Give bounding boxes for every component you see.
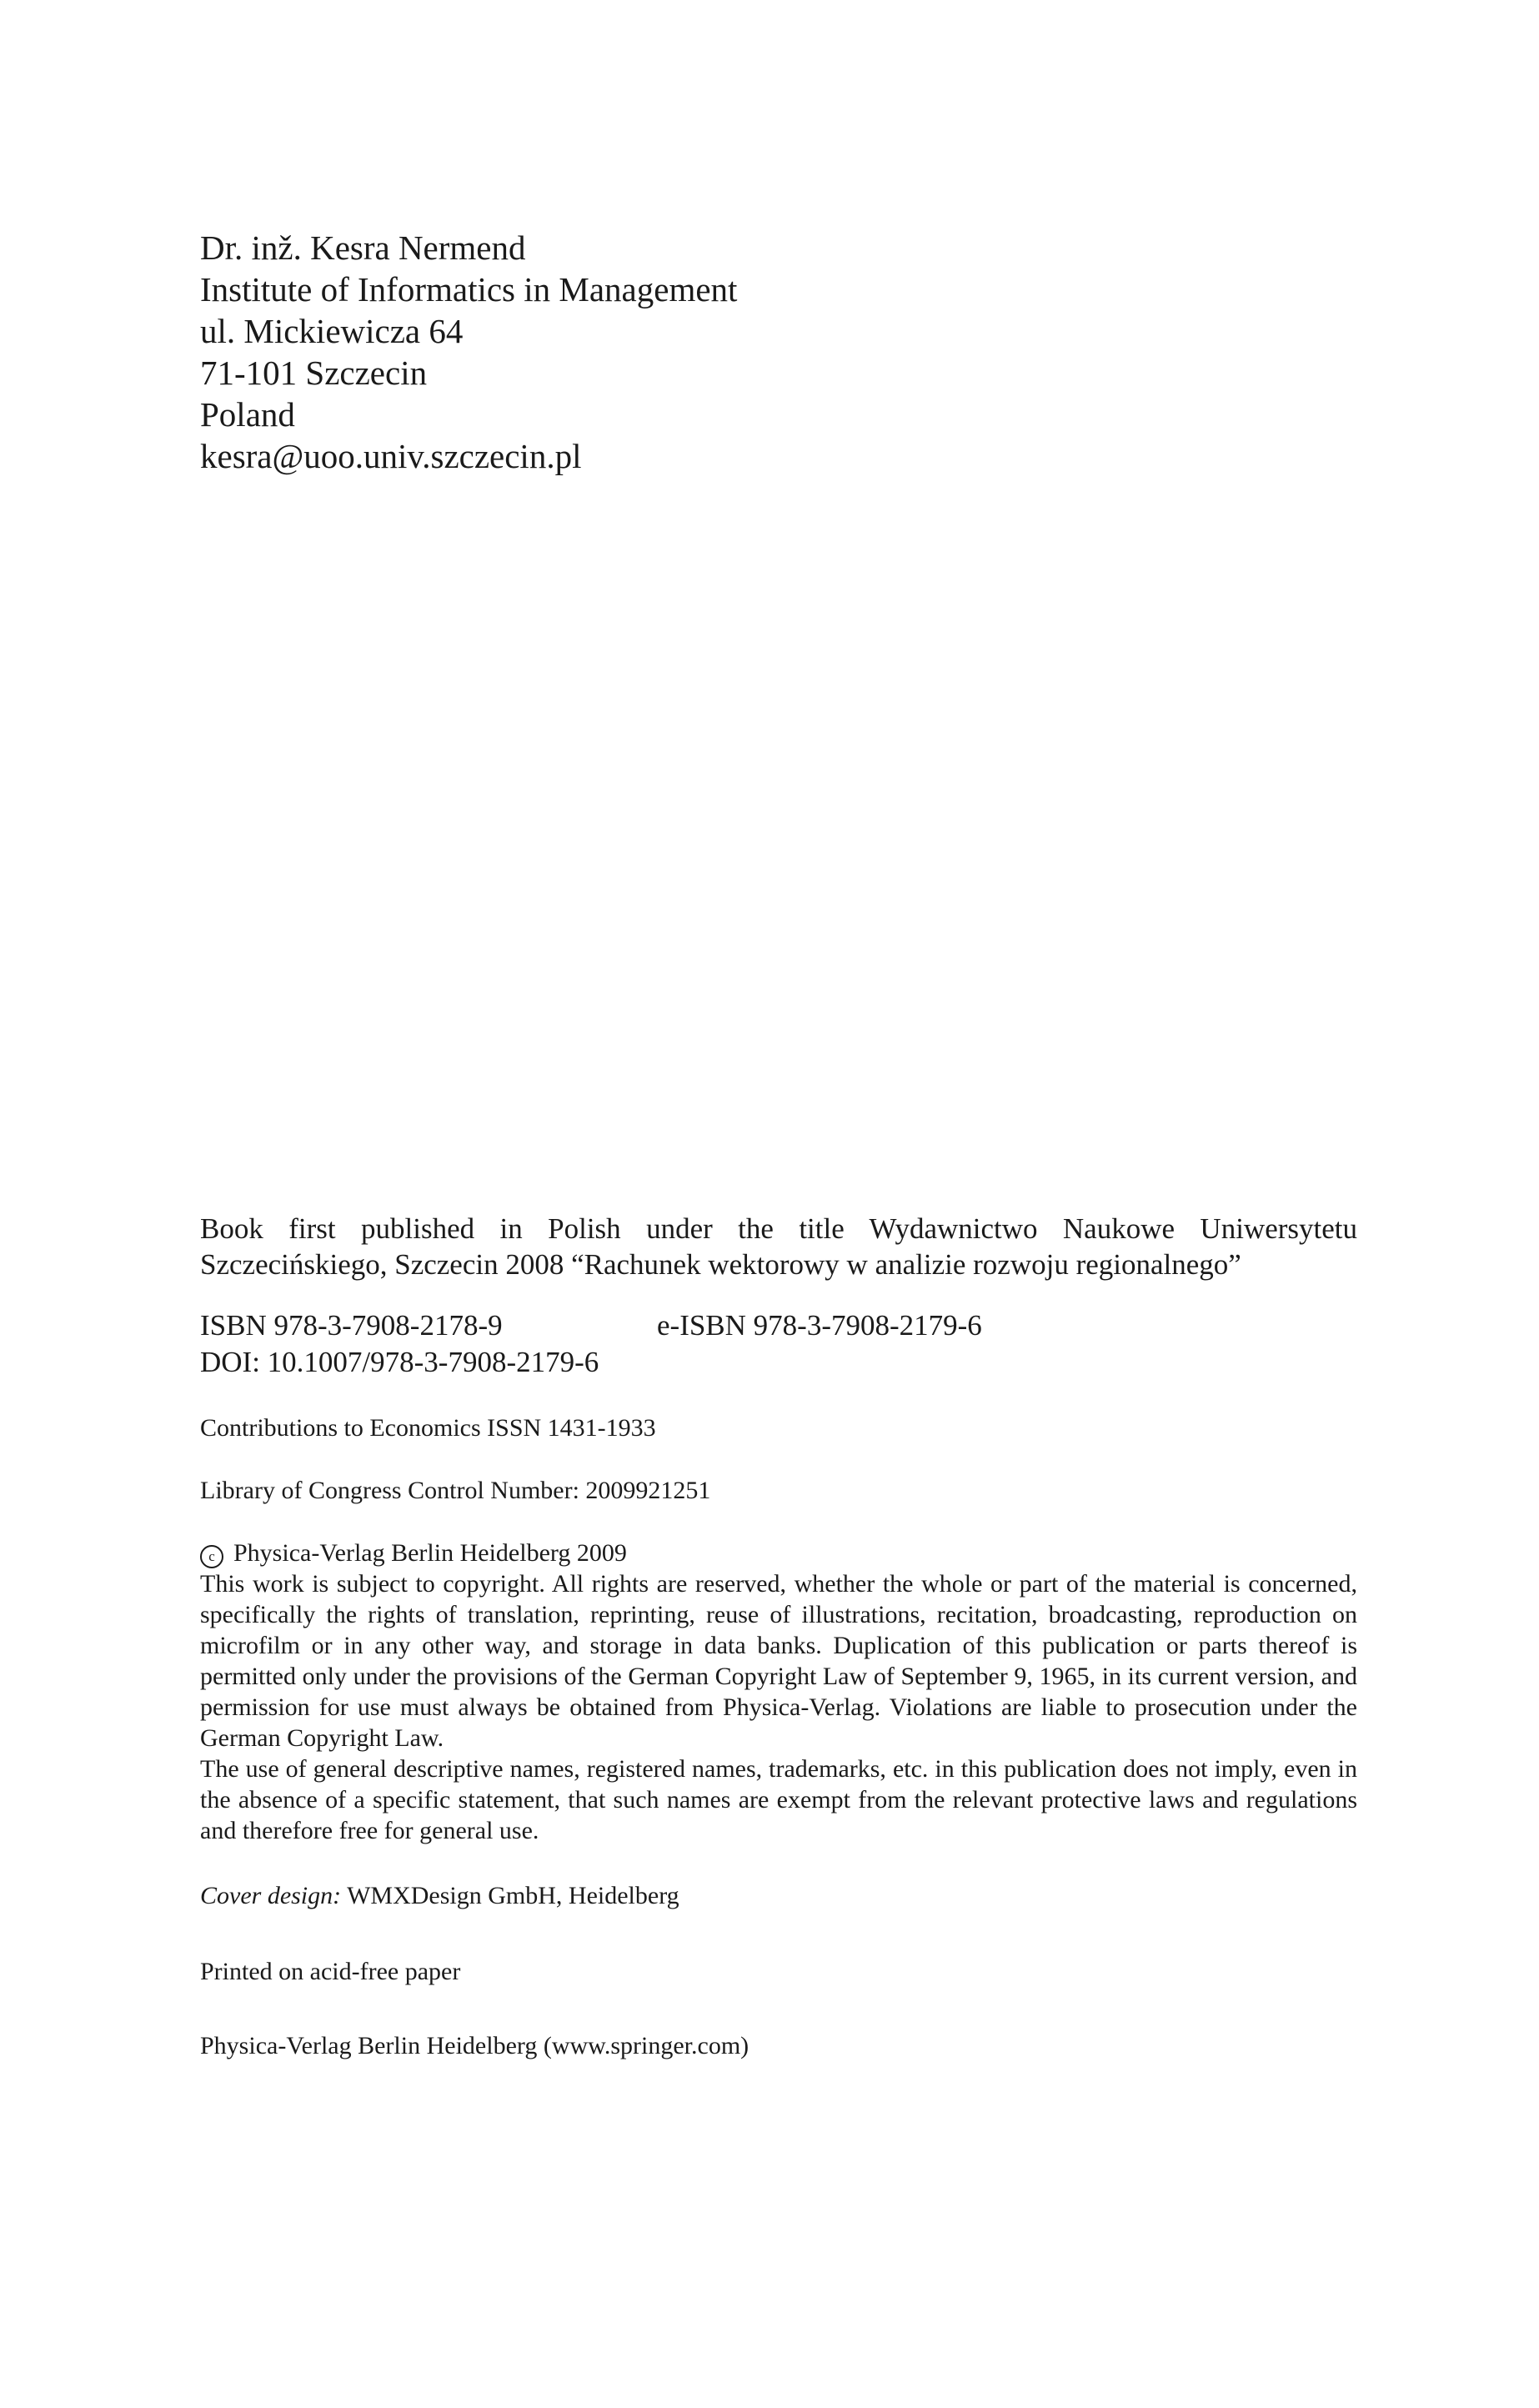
cover-design xyxy=(200,1880,679,1911)
author-email: kesra@uoo.univ.szczecin.pl xyxy=(200,437,582,475)
series-issn: Contributions to Economics ISSN 1431-1933 xyxy=(200,1414,656,1442)
copyright-notice xyxy=(200,1538,1357,1846)
publication-note: Book first published in Polish under the title Wydawnictwo Naukowe Uniwersytetu Szczecińskiego, Szczecin 2008 “Rachunek wektorowy w analizie rozwoju regionalnego” xyxy=(200,1212,1357,1281)
copyright-text-1: This work is subject to copyright. All rights are reserved, whether the whole or part of the material is concerned, specifically the rights of translation, reprinting, reuse of illustrations, recitation, broadcasting, reproduction on microfilm or in any other way, and storage in data banks. Duplication of this publication or parts thereof is permitted only under the provisions of the German Copyright Law of September 9, 1965, in its current version, and permission for use must always be obtained from Physica-Verlag. Violations are liable to prosecution under the German Copyright Law. xyxy=(200,1570,1357,1752)
cover-design-label: Cover design: xyxy=(200,1882,342,1909)
eisbn: e-ISBN 978-3-7908-2179-6 xyxy=(657,1309,982,1342)
copyright-holder: Physica-Verlag Berlin Heidelberg 2009 xyxy=(233,1539,627,1567)
copyright-icon: c xyxy=(200,1545,223,1568)
author-street: ul. Mickiewicza 64 xyxy=(200,312,464,350)
author-name: Dr. inž. Kesra Nermend xyxy=(200,228,526,267)
author-address xyxy=(200,227,737,477)
copyright-text-2: The use of general descriptive names, registered names, trademarks, etc. in this publication does not imply, even in the absence of a specific statement, that such names are exempt from the relevant protective laws and regulations and therefore free for general use. xyxy=(200,1755,1357,1844)
doi: DOI: 10.1007/978-3-7908-2179-6 xyxy=(200,1346,599,1378)
isbn: ISBN 978-3-7908-2178-9 xyxy=(200,1309,503,1342)
author-country: Poland xyxy=(200,395,295,434)
author-city: 71-101 Szczecin xyxy=(200,354,428,392)
identifiers xyxy=(200,1307,982,1381)
lccn: Library of Congress Control Number: 2009921251 xyxy=(200,1477,711,1504)
author-institute: Institute of Informatics in Management xyxy=(200,270,738,309)
publisher-line: Physica-Verlag Berlin Heidelberg (www.springer.com) xyxy=(200,2032,749,2059)
isbn-row xyxy=(200,1307,982,1344)
cover-design-value: WMXDesign GmbH, Heidelberg xyxy=(347,1882,679,1909)
copyright-holder-line xyxy=(200,1538,1357,1568)
printed-note: Printed on acid-free paper xyxy=(200,1958,461,1985)
